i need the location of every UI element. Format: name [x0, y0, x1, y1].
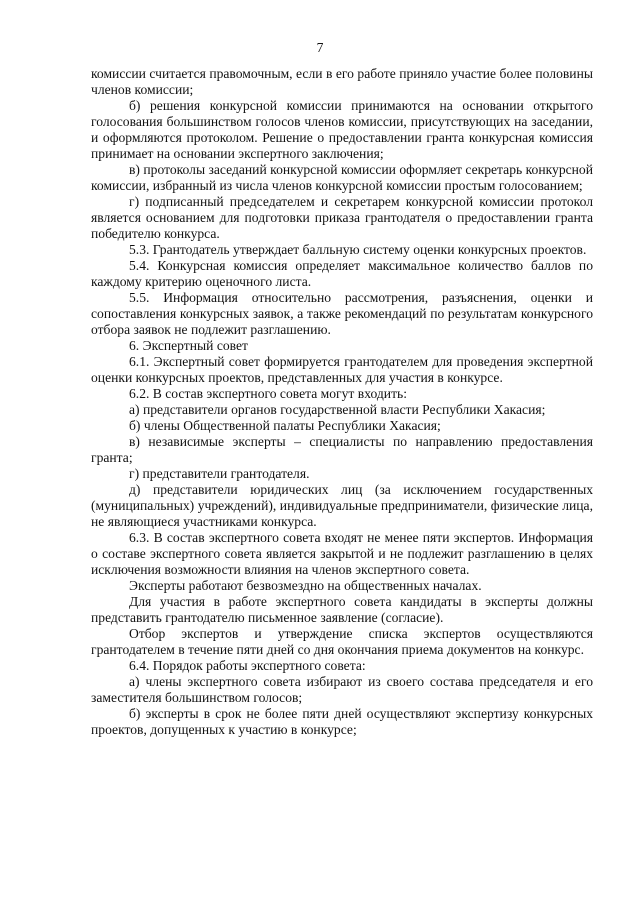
- paragraph: б) решения конкурсной комиссии принимаются на основании открытого голосования большинством голосов членов комиссии, присутствующих на заседании, и оформляются протоколом. Решение о предоставлении гранта конкурсная комиссия принимает на основании экспертного заключения;: [91, 98, 593, 161]
- section-heading: 6. Экспертный совет: [129, 338, 248, 353]
- document-body: [91, 66, 593, 738]
- paragraph: в) протоколы заседаний конкурсной комиссии оформляет секретарь конкурсной комиссии, избранный из числа членов конкурсной комиссии простым голосованием;: [91, 162, 593, 193]
- paragraph: 5.5. Информация относительно рассмотрения, разъяснения, оценки и сопоставления конкурсных заявок, а также рекомендаций по результатам конкурсного отбора заявок не подлежит разглашению.: [91, 290, 593, 337]
- paragraph: г) представители грантодателя.: [129, 466, 310, 481]
- paragraph: в) независимые эксперты – специалисты по направлению предоставления гранта;: [91, 434, 593, 465]
- paragraph: комиссии считается правомочным, если в его работе приняло участие более половины членов комиссии;: [91, 66, 593, 97]
- paragraph: Для участия в работе экспертного совета кандидаты в эксперты должны представить грантодателю письменное заявление (согласие).: [91, 594, 593, 625]
- paragraph: 6.2. В состав экспертного совета могут входить:: [129, 386, 407, 401]
- paragraph: 5.3. Грантодатель утверждает балльную систему оценки конкурсных проектов.: [129, 242, 587, 257]
- paragraph: Эксперты работают безвозмездно на общественных началах.: [129, 578, 482, 593]
- paragraph: Отбор экспертов и утверждение списка экспертов осуществляются грантодателем в течение пяти дней со дня окончания приема документов на конкурс.: [91, 626, 593, 657]
- paragraph: 5.4. Конкурсная комиссия определяет максимальное количество баллов по каждому критерию оценочного листа.: [91, 258, 593, 289]
- paragraph: б) члены Общественной палаты Республики Хакасия;: [129, 418, 441, 433]
- paragraph: д) представители юридических лиц (за исключением государственных (муниципальных) учреждений), индивидуальные предприниматели, физические лица, не являющиеся участниками конкурса.: [91, 482, 593, 529]
- paragraph: 6.1. Экспертный совет формируется грантодателем для проведения экспертной оценки конкурсных проектов, представленных для участия в конкурсе.: [91, 354, 593, 385]
- paragraph: б) эксперты в срок не более пяти дней осуществляют экспертизу конкурсных проектов, допущенных к участию в конкурсе;: [91, 706, 593, 737]
- paragraph: г) подписанный председателем и секретарем конкурсной комиссии протокол является основанием для подготовки приказа грантодателя о предоставлении гранта победителю конкурса.: [91, 194, 593, 241]
- page-number: 7: [316, 40, 324, 55]
- paragraph: 6.3. В состав экспертного совета входят не менее пяти экспертов. Информация о составе экспертного совета является закрытой и не подлежит разглашению в целях исключения возможности влияния на членов экспертного совета.: [91, 530, 593, 577]
- paragraph: а) представители органов государственной власти Республики Хакасия;: [129, 402, 546, 417]
- paragraph: а) члены экспертного совета избирают из своего состава председателя и его заместителя большинством голосов;: [91, 674, 593, 705]
- paragraph: 6.4. Порядок работы экспертного совета:: [129, 658, 366, 673]
